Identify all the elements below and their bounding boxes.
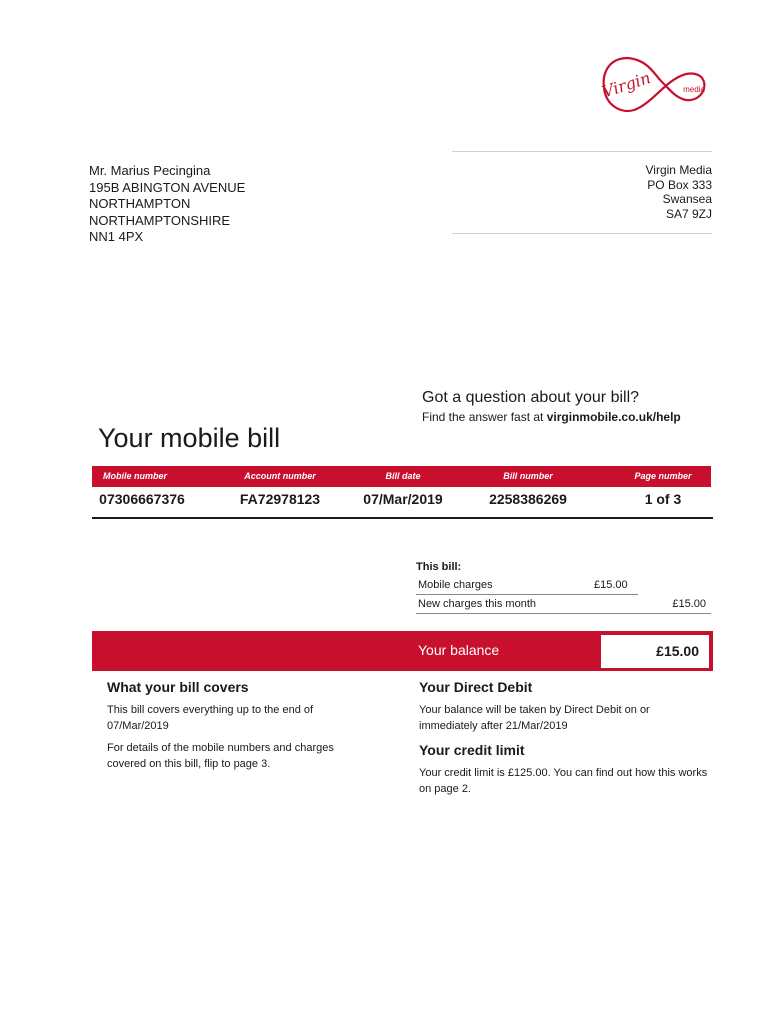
value-page-number: 1 of 3 — [644, 491, 682, 507]
new-charges-line — [416, 595, 711, 614]
help-title: Got a question about your bill? — [422, 389, 640, 406]
balance-label: Your balance — [418, 642, 500, 658]
credit-limit-text: Your credit limit is £125.00. You can find out how this works on page 2. — [419, 767, 708, 795]
credit-limit-heading: Your credit limit — [419, 742, 525, 758]
virgin-media-logo — [598, 54, 710, 118]
help-link[interactable]: virginmobile.co.uk/help — [546, 410, 681, 424]
bill-covers-text-1: This bill covers everything up to the end of 07/Mar/2019 — [107, 704, 314, 732]
mobile-charges-line — [416, 576, 638, 595]
summary-values-row — [92, 487, 713, 519]
sender-address — [646, 163, 712, 221]
direct-debit-text: Your balance will be taken by Direct Debit on or immediately after 21/Mar/2019 — [419, 704, 650, 732]
direct-debit-section — [419, 678, 711, 797]
recipient-address — [89, 163, 245, 246]
bill-covers-section — [107, 678, 357, 772]
help-text — [422, 409, 681, 425]
value-bill-date: 07/Mar/2019 — [363, 491, 443, 507]
this-bill-box — [416, 558, 711, 614]
header-mobile-number: Mobile number — [102, 471, 167, 481]
recipient-postcode: NN1 4PX — [89, 229, 144, 245]
balance-box — [601, 635, 709, 668]
sender-city: Swansea — [662, 192, 712, 207]
logo-word: Virgin — [599, 68, 653, 102]
new-charges-amount: £15.00 — [672, 598, 706, 610]
bill-covers-heading: What your bill covers — [107, 679, 249, 695]
recipient-line3: NORTHAMPTONSHIRE — [89, 212, 231, 228]
mobile-charges-amount: £15.00 — [594, 579, 628, 591]
direct-debit-heading: Your Direct Debit — [419, 679, 533, 695]
bill-covers-text-2: For details of the mobile numbers and charges covered on this bill, flip to page 3. — [107, 742, 334, 770]
header-account-number: Account number — [244, 471, 316, 481]
sender-po-box: PO Box 333 — [647, 177, 712, 192]
virgin-media-logo-mark — [598, 54, 710, 118]
new-charges-label: New charges this month — [418, 598, 536, 610]
header-page-number: Page number — [634, 471, 692, 481]
header-bill-number: Bill number — [503, 471, 553, 481]
recipient-line2: NORTHAMPTON — [89, 196, 191, 212]
recipient-line1: 195B ABINGTON AVENUE — [89, 179, 246, 195]
help-text-lead: Find the answer fast at — [422, 410, 547, 424]
recipient-name: Mr. Marius Pecingina — [89, 163, 211, 178]
this-bill-heading: This bill: — [416, 561, 462, 573]
value-bill-number: 2258386269 — [489, 491, 567, 507]
page-title: Your mobile bill — [98, 423, 281, 453]
balance-amount: £15.00 — [656, 643, 699, 659]
sender-postcode: SA7 9ZJ — [665, 206, 712, 221]
value-account-number: FA72978123 — [239, 491, 321, 507]
sender-name: Virgin Media — [645, 163, 712, 177]
mobile-charges-label: Mobile charges — [418, 579, 493, 591]
sender-top-rule — [452, 151, 712, 152]
value-mobile-number: 07306667376 — [99, 491, 185, 507]
help-section — [422, 388, 681, 425]
sender-bottom-rule — [452, 233, 712, 234]
header-bill-date: Bill date — [385, 471, 421, 481]
summary-header-bar — [92, 466, 711, 487]
logo-sub: media — [683, 85, 705, 94]
